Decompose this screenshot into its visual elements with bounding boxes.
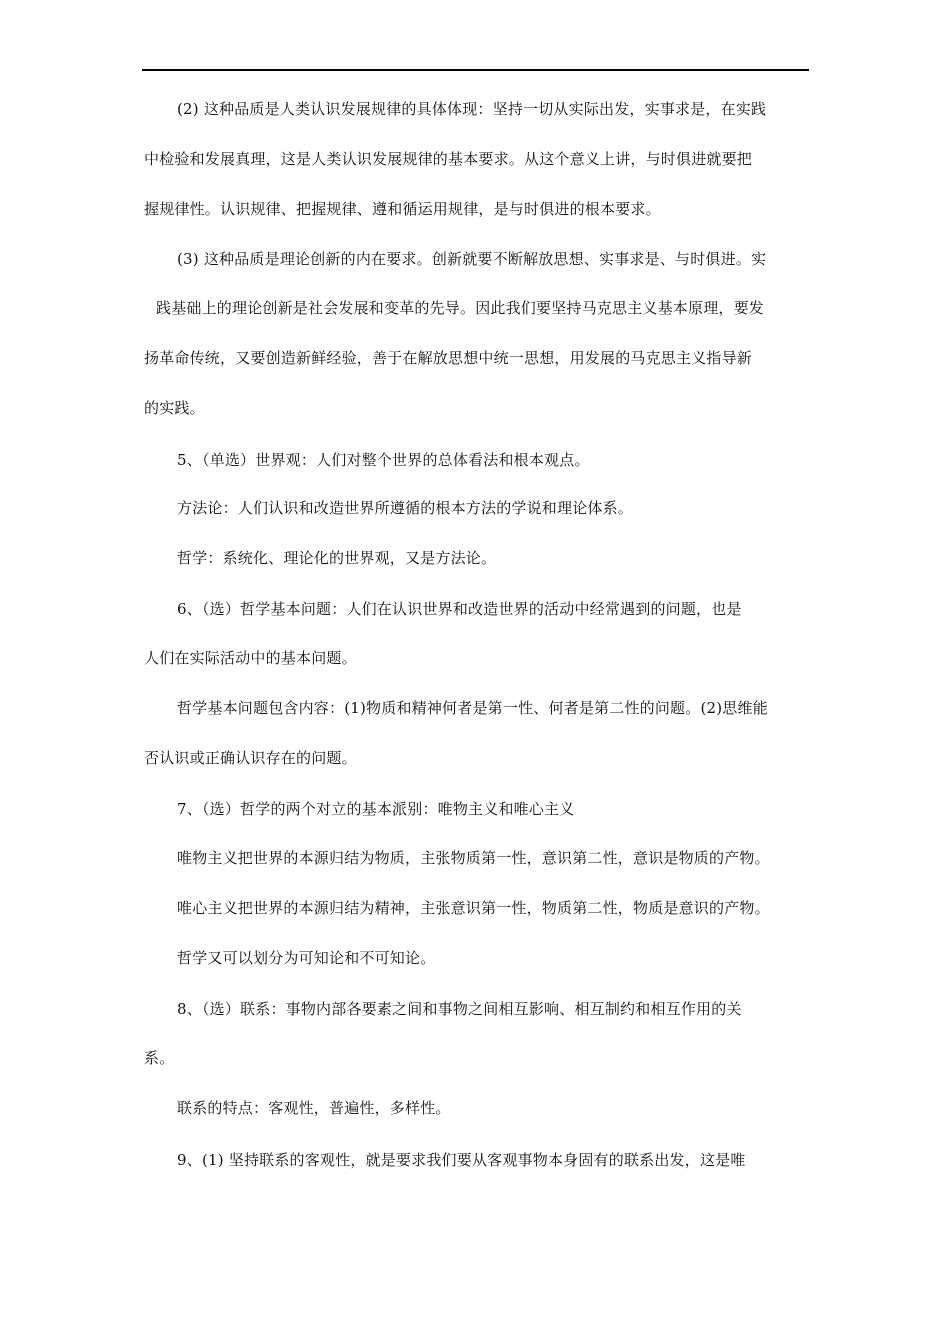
text-line: (2) 这种品质是人类认识发展规律的具体体现：坚持一切从实际出发，实事求是，在实践 [177, 100, 767, 118]
text-line: 握规律性。认识规律、把握规律、遵和循运用规律，是与时俱进的根本要求。 [144, 200, 661, 218]
header-divider [142, 69, 809, 71]
text-line: 哲学又可以划分为可知论和不可知论。 [177, 949, 436, 967]
text-line: 扬革命传统，又要创造新鲜经验，善于在解放思想中统一思想，用发展的马克思主义指导新 [144, 349, 753, 367]
text-line: 唯物主义把世界的本源归结为物质，主张物质第一性，意识第二性，意识是物质的产物。 [177, 849, 770, 867]
text-line: (3) 这种品质是理论创新的内在要求。创新就要不断解放思想、实事求是、与时俱进。实 [177, 250, 767, 268]
text-line: 践基础上的理论创新是社会发展和变革的先导。因此我们要坚持马克思主义基本原理，要发 [156, 299, 765, 317]
text-line: 9、(1) 坚持联系的客观性，就是要求我们要从客观事物本身固有的联系出发，这是唯 [177, 1151, 746, 1169]
text-line: 的实践。 [144, 399, 205, 417]
text-line: 7、（选）哲学的两个对立的基本派别：唯物主义和唯心主义 [177, 800, 575, 818]
text-line: 唯心主义把世界的本源归结为精神，主张意识第一性，物质第二性，物质是意识的产物。 [177, 899, 770, 917]
text-line: 中检验和发展真理，这是人类认识发展规律的基本要求。从这个意义上讲，与时俱进就要把 [144, 150, 753, 168]
text-line: 方法论：人们认识和改造世界所遵循的根本方法的学说和理论体系。 [177, 499, 634, 517]
text-line: 8、（选）联系：事物内部各要素之间和事物之间相互影响、相互制约和相互作用的关 [177, 1000, 742, 1018]
text-line: 系。 [144, 1049, 175, 1067]
text-line: 哲学：系统化、理论化的世界观，又是方法论。 [177, 549, 497, 567]
text-line: 哲学基本问题包含内容：(1)物质和精神何者是第一性、何者是第二性的问题。(2)思维能 [177, 699, 768, 717]
text-line: 6、（选）哲学基本问题：人们在认识世界和改造世界的活动中经常遇到的问题，也是 [177, 600, 742, 618]
text-line: 5、（单选）世界观：人们对整个世界的总体看法和根本观点。 [177, 451, 590, 469]
text-line: 联系的特点：客观性，普遍性，多样性。 [177, 1099, 451, 1117]
text-line: 人们在实际活动中的基本问题。 [144, 649, 357, 667]
text-line: 否认识或正确认识存在的问题。 [144, 749, 357, 767]
